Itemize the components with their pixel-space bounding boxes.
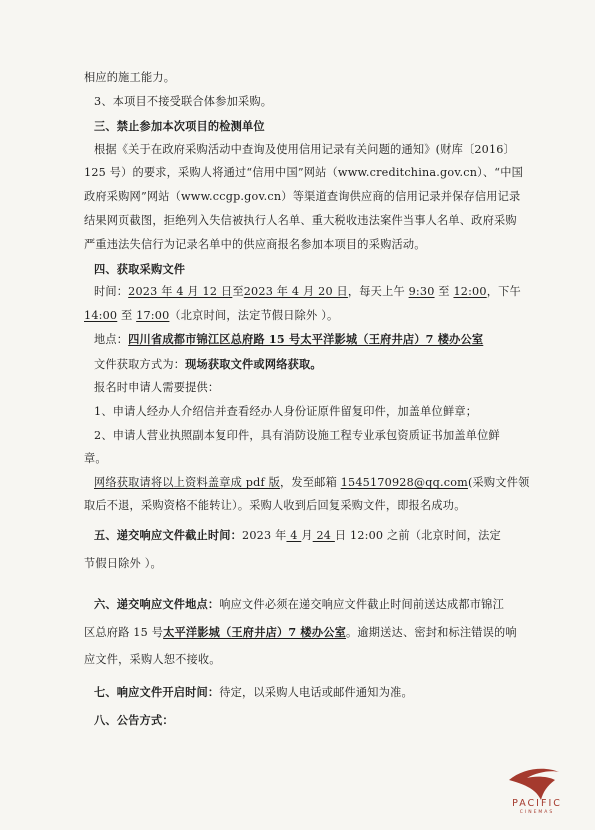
text-line [84,498,466,514]
logo-name: PACIFIC [512,798,562,809]
text-segment: 9:30 [408,285,435,298]
text-line [94,331,483,348]
text-segment: (采购文件领 [467,476,530,489]
text-line [94,404,477,420]
section-heading [94,596,504,613]
text-segment: ，每天上午 [347,285,409,298]
text-line [84,189,520,205]
text-segment: 章。 [84,452,107,465]
text-segment: 日 12:00 之前（北京时间，法定 [334,529,501,542]
text-segment: 现场获取文件或网络获取。 [185,357,322,371]
text-segment: 严重违法失信行为记录名单中的供应商报名参加本项目的采购活动。 [84,238,426,251]
swoosh-icon [501,762,573,802]
text-segment: 四、获取采购文件 [94,262,186,276]
text-segment: 七、响应文件开启时间： [94,685,220,699]
section-heading [94,261,185,278]
text-segment: 2023 年 [242,529,287,542]
text-segment: 四川省成都市锦江区总府路 15 号太平洋影城（王府井店）7 楼办公室 [128,332,484,346]
text-segment: 节假日除外 ）。 [84,557,162,570]
text-segment: 区总府路 15 号 [84,626,164,639]
text-segment: 至 [117,309,137,322]
text-line [94,356,322,373]
text-segment: 17:00 [136,309,170,322]
text-segment: 4 [286,529,302,542]
text-segment: 125 号）的要求，采购人将通过“信用中国”网站（www.creditchina.gov.cn）、“中国 [84,166,524,179]
text-line [94,380,219,396]
text-line [94,94,272,110]
section-heading [94,527,501,544]
text-segment: （北京时间，法定节假日除外 ）。 [169,309,339,322]
text-segment: 五、递交响应文件截止时间： [94,528,243,542]
text-segment: 月 [301,529,313,542]
text-line [94,284,521,300]
section-heading [94,118,265,135]
text-segment: 3、本项目不接受联合体参加采购。 [94,95,273,108]
text-segment: 取后不退，采购资格不能转让）。采购人收到后回复采购文件，即报名成功。 [84,499,466,512]
text-line [84,652,221,668]
text-line [84,308,338,324]
text-segment: 相应的施工能力。 [84,71,176,84]
text-line [84,451,107,467]
text-line [94,142,515,158]
text-segment: ，发至邮箱 [280,476,341,489]
text-segment: 八、公告方式： [94,713,174,727]
text-segment: 太平洋影城（王府井店）7 楼办公室 [163,625,346,639]
section-heading [94,684,413,701]
text-segment: ，下午 [486,285,521,298]
text-segment: 至 [434,285,454,298]
text-segment: 至 [232,285,244,298]
section-heading [94,712,174,729]
text-segment: 响应文件必须在递交响应文件截止时间前送达成都市锦江 [219,598,504,611]
text-segment: 2、申请人营业执照副本复印件，具有消防设施工程专业承包资质证书加盖单位鲜 [94,429,500,442]
text-segment: 政府采购网”网站（www.ccgp.gov.cn）等渠道查询供应商的信用记录并保存信用记录 [84,190,521,203]
text-segment: 网络获取请将以上资料盖章成 pdf 版 [94,476,281,489]
text-segment: 结果网页截图，拒绝列入失信被执行人名单、重大税收违法案件当事人名单、政府采购 [84,214,517,227]
text-segment: 时间： [94,285,129,298]
text-line [84,70,175,86]
text-segment: 根据《关于在政府采购活动中查询及使用信用记录有关问题的通知》(财库〔2016〕 [94,143,516,156]
text-segment: 应文件，采购人恕不接收。 [84,653,221,666]
text-segment: 三、禁止参加本次项目的检测单位 [94,119,265,133]
pacific-cinemas-logo [501,762,573,822]
text-segment: 文件获取方式为： [94,358,186,371]
logo-subtitle: CINEMAS [519,810,555,815]
text-line [94,475,530,491]
text-segment: 1545170928@qq.com [340,476,468,489]
text-segment: 待定，以采购人电话或邮件通知为准。 [219,686,413,699]
text-line [84,556,162,572]
text-segment: 24 [312,529,335,542]
text-segment: 14:00 [84,309,118,322]
text-segment: 。逾期送达、密封和标注错误的响 [346,626,517,639]
text-line [84,213,517,229]
text-segment: 2023 年 4 月 12 日 [128,285,233,298]
text-segment: 2023 年 4 月 20 日 [243,285,348,298]
text-segment: 1、申请人经办人介绍信并查看经办人身份证原件留复印件，加盖单位鲜章； [94,405,478,418]
text-line [84,624,517,641]
text-segment: 报名时申请人需要提供： [94,381,220,394]
text-segment: 地点： [94,333,129,346]
text-segment: 12:00 [453,285,487,298]
text-line [84,165,523,181]
text-line [84,237,426,253]
text-segment: 六、递交响应文件地点： [94,597,220,611]
text-line [94,428,500,444]
